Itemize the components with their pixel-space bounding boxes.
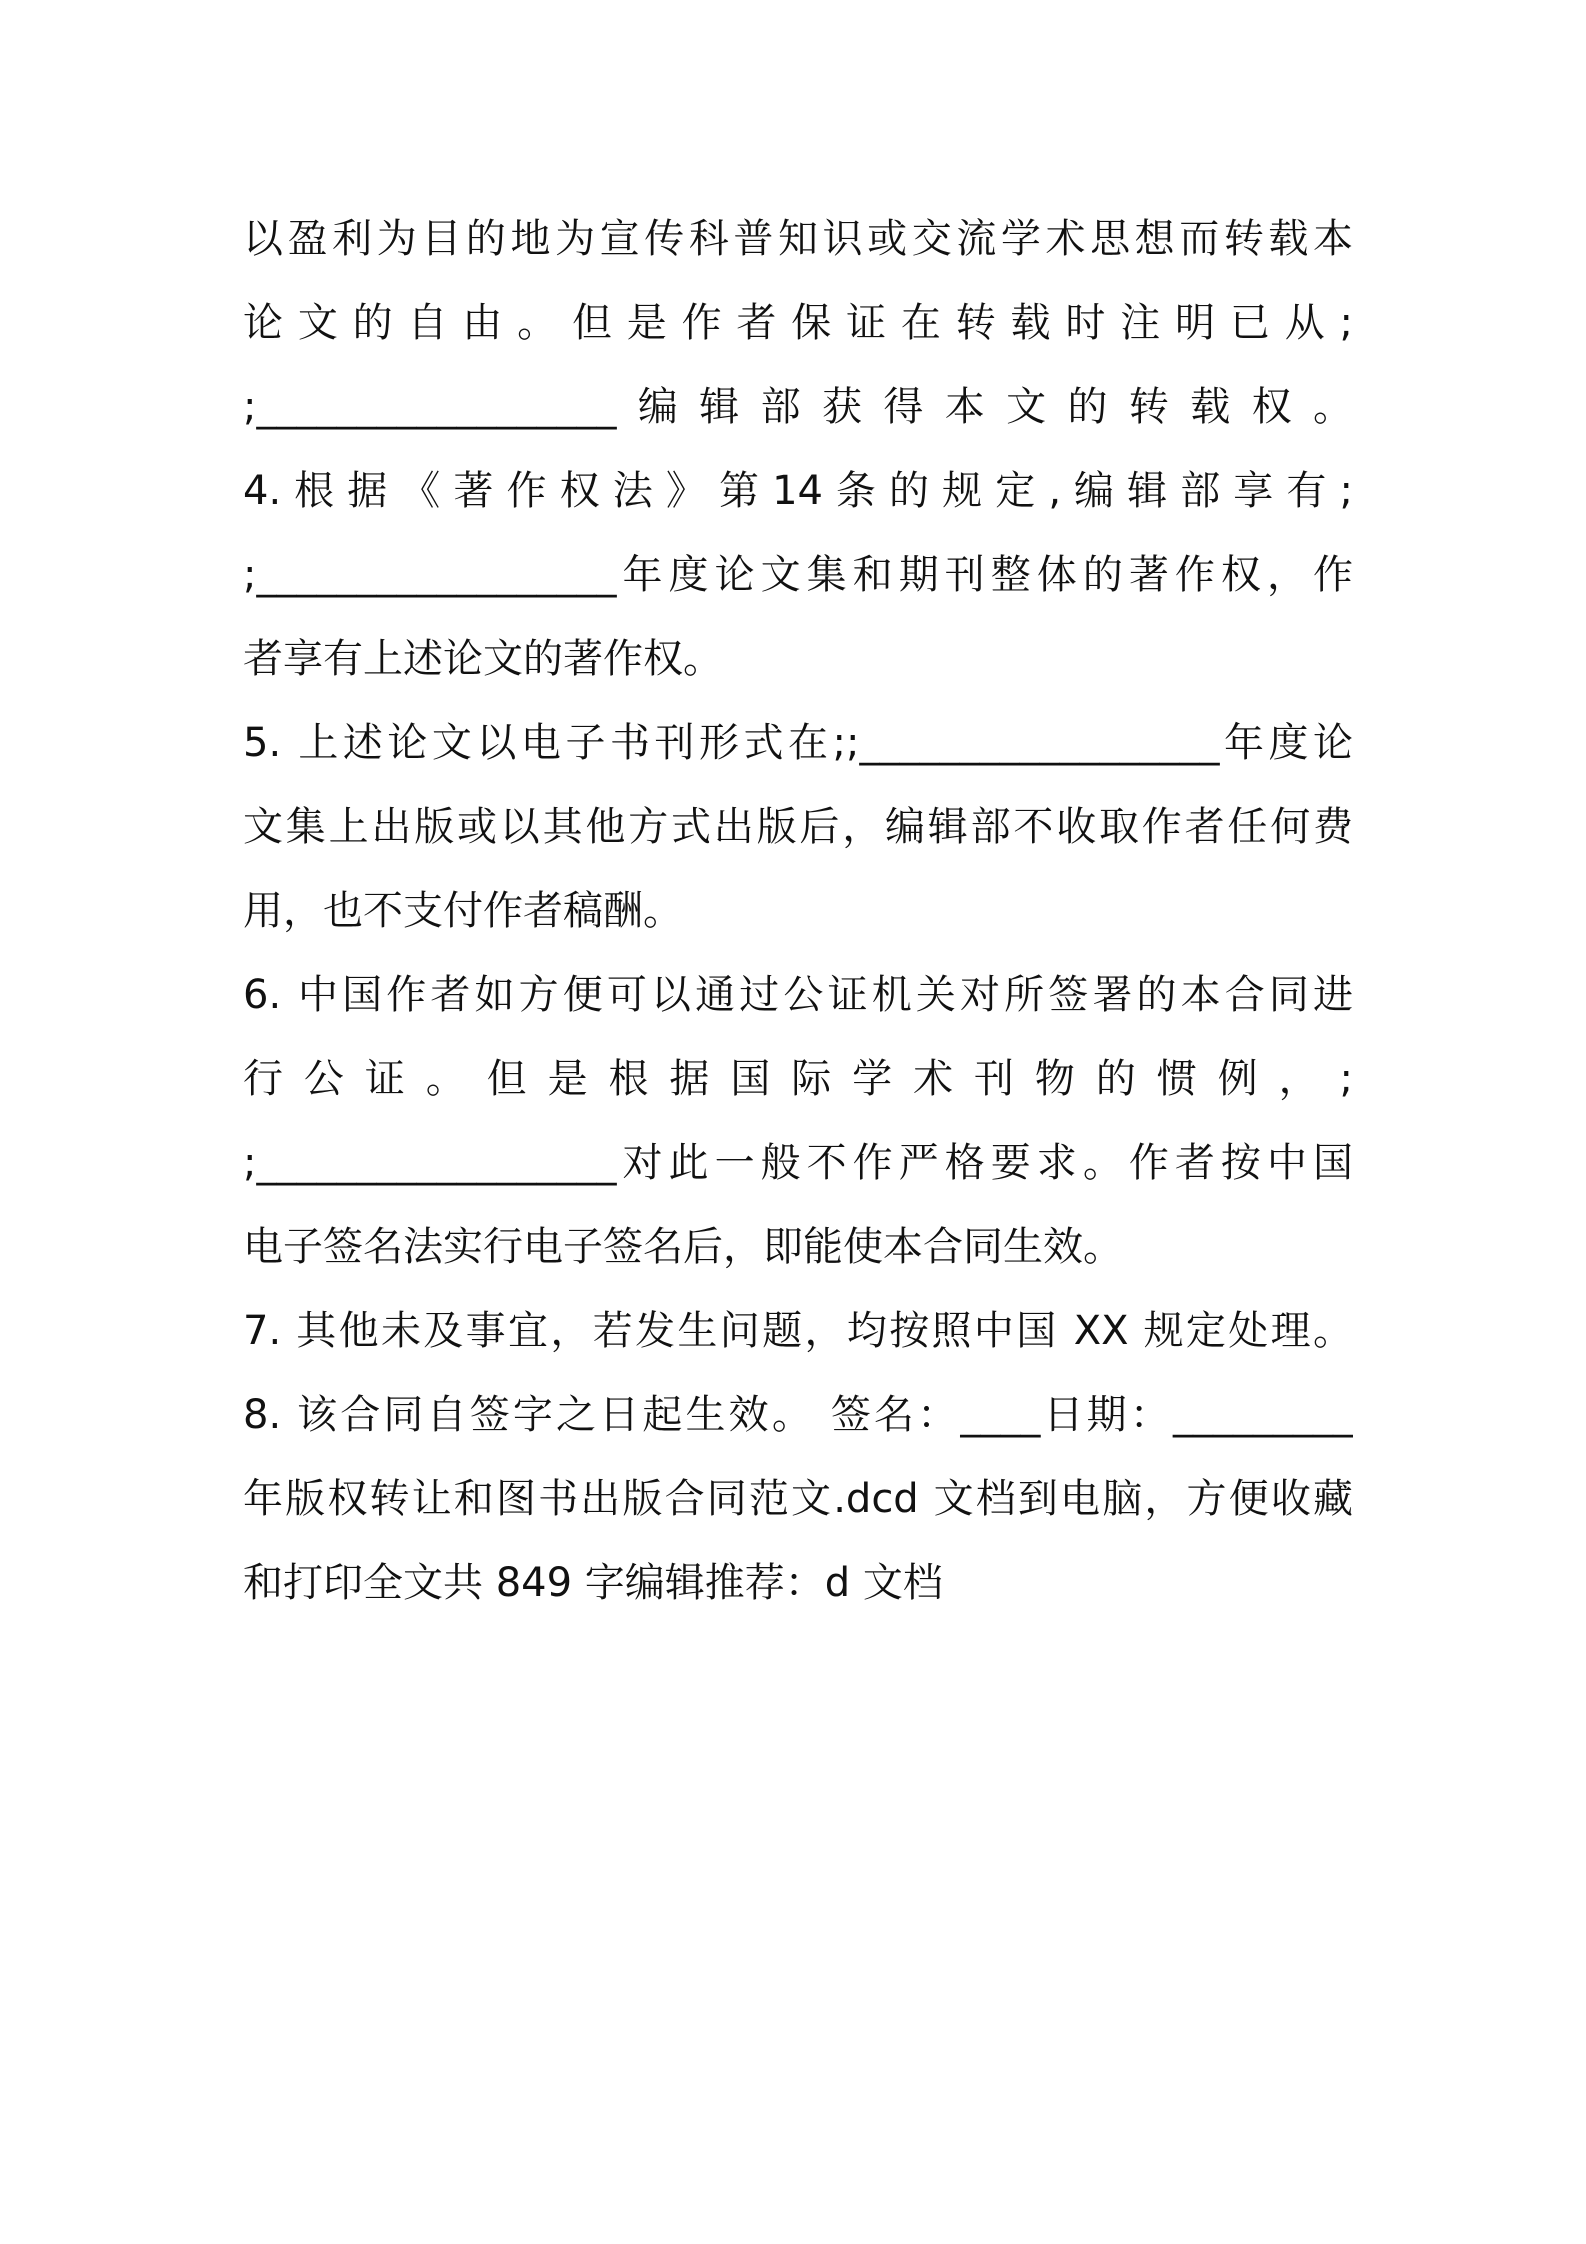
- text-line: ;__________________对此一般不作严格要求。作者按中国: [243, 1140, 1353, 1186]
- text-line: 8. 该合同自签字之日起生效。 签名：____日期：_________: [243, 1392, 1353, 1438]
- text-line: 者享有上述论文的著作权。: [243, 636, 723, 682]
- text-line: 4. 根 据 《 著 作 权 法 》 第 14 条 的 规 定 , 编 辑 部 享 有 ;: [243, 468, 1353, 514]
- text-line: 和打印全文共 849 字编辑推荐：d 文档: [243, 1560, 943, 1606]
- text-line: 电子签名法实行电子签名后，即能使本合同生效。: [243, 1224, 1123, 1270]
- text-line: 论 文 的 自 由 。 但 是 作 者 保 证 在 转 载 时 注 明 已 从 ;: [243, 300, 1353, 346]
- text-line: 7. 其他未及事宜，若发生问题，均按照中国 XX 规定处理。: [243, 1308, 1353, 1354]
- text-line: 5. 上述论文以电子书刊形式在;;__________________年度论: [243, 720, 1353, 766]
- text-line: ;__________________编辑部获得本文的转载权。: [243, 384, 1353, 430]
- text-line: 6. 中国作者如方便可以通过公证机关对所签署的本合同进: [243, 972, 1353, 1018]
- text-line: 用，也不支付作者稿酬。: [243, 888, 683, 934]
- contract-body-text: [243, 197, 1353, 1625]
- text-line: 行 公 证 。 但 是 根 据 国 际 学 术 刊 物 的 惯 例 ， ;: [243, 1056, 1353, 1102]
- text-line: ;__________________年度论文集和期刊整体的著作权，作: [243, 552, 1353, 598]
- text-line: 年版权转让和图书出版合同范文.dcd 文档到电脑，方便收藏: [243, 1476, 1353, 1522]
- text-line: 文集上出版或以其他方式出版后，编辑部不收取作者任何费: [243, 804, 1353, 850]
- text-line: 以盈利为目的地为宣传科普知识或交流学术思想而转载本: [243, 216, 1353, 262]
